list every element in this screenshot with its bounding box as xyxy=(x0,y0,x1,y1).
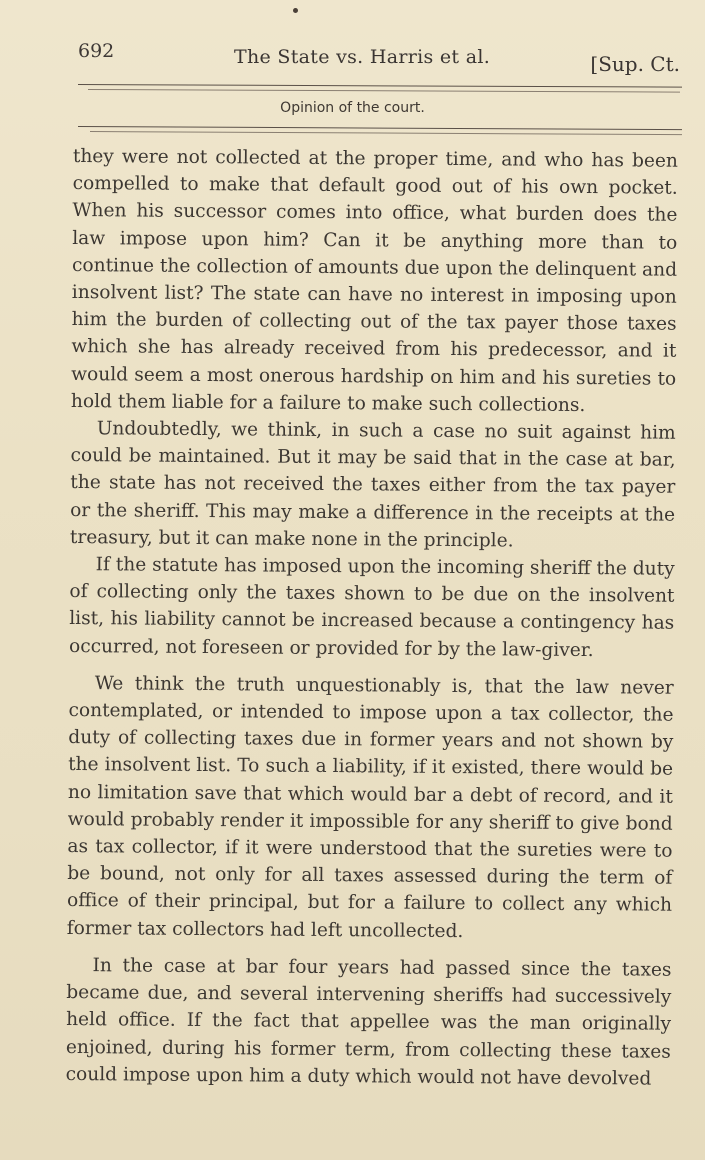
ink-speck xyxy=(293,8,298,13)
court-reference: [Sup. Ct. xyxy=(590,52,680,76)
page-number: 692 xyxy=(78,40,115,62)
opinion-body xyxy=(66,143,678,1093)
running-title: The State vs. Harris et al. xyxy=(234,46,491,68)
paragraph-4: We think the truth unquestionably is, that the law never contemplated, or intended to impose upon a tax collector, the duty of collecting taxes due in former years and not shown by the insolvent list. To such a liability, if it existed, there would be no limitation save that which would bar a debt of record, and it would probably render it impossible for any sheriff to give bond as tax collector, if it were understood that the sureties were to be bound, not only for all taxes assessed during the term of office of their principal, but for a failure to collect any which former tax collectors had left uncollected. xyxy=(66,673,674,942)
paragraph-2: Undoubtedly, we think, in such a case no suit against him could be maintained. But it may be said that in the case at bar, the state has not received the taxes either from the tax payer or the sheriff. This may make a difference in the receipts at the treasury, but it can make none in the principle. xyxy=(69,418,676,552)
paragraph-1: they were not collected at the proper time, and who has been compelled to make that default good out of his own pocket. When his successor comes into office, what burden does the law impose upon him? Can it be anything more than to continue the collection of amounts due upon the delinquent and insolvent list? The state can have no interest in imposing upon him the burden of collecting out of the tax payer those taxes which she has already received from his predecessor, and it would seem a most onerous hardship on him and his sureties to hold them liable for a failure to make such collections. xyxy=(70,145,678,416)
caption-rule xyxy=(78,126,682,130)
header-rule-top xyxy=(78,84,682,88)
header-rule-top-thin xyxy=(88,89,680,93)
paragraph-5: In the case at bar four years had passed since the taxes became due, and several intervening sheriffs had successively held office. If the fact that appellee was the man originally enjoined, during his former term, from collecting these taxes could impose upon him a duty which would not have devolved xyxy=(65,955,672,1090)
section-caption: Opinion of the court. xyxy=(280,100,425,116)
page-header xyxy=(78,40,682,80)
caption-rule-thin xyxy=(90,131,682,135)
paragraph-3: If the statute has imposed upon the incoming sheriff the duty of collecting only the taxes shown to be due on the insolvent list, his liability cannot be increased because a contingency has occurred, not foreseen or provided for by the law-giver. xyxy=(68,554,675,661)
